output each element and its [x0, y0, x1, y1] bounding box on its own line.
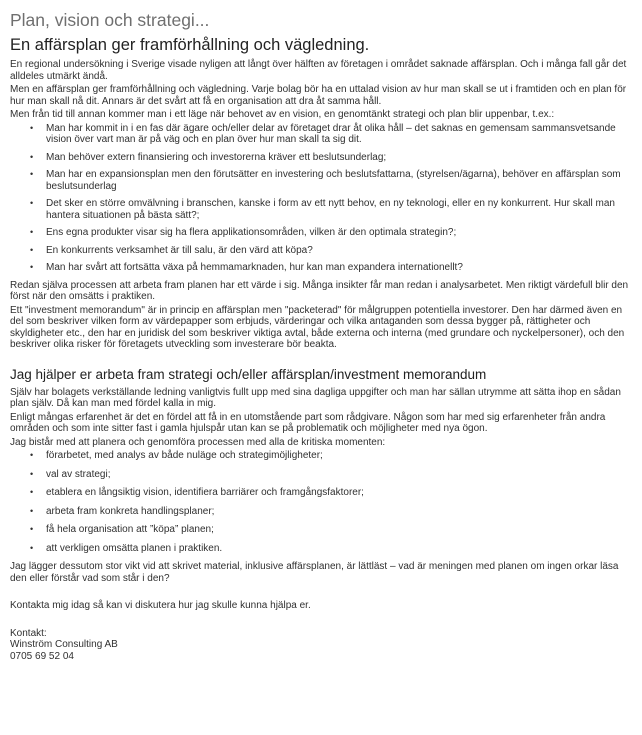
body-paragraph: Ett "investment memorandum" är in princip en affärsplan men "packeterad" för målgruppen potentiella investorer. Den har därmed även en del som beskriver vilken form av värdepapper som erbjuds, värderingar och vilka antaganden som dessa bygger på, rättigheter och skyldigheter etc., den har en juridisk del som beskriver viktiga avtal, både externa och interna (med grundare och nyckelpersoner), och den beskriver olika risker för företagets utveckling som investerare bör beakta.: [10, 304, 625, 350]
list-item: • val av strategi;: [30, 468, 111, 480]
list-item: • Ens egna produkter visar sig ha flera applikationsområden, vilken är den optimala strategin?;: [30, 227, 457, 238]
page-title: Plan, vision och strategi...: [10, 10, 210, 30]
section-heading: Jag hjälper er arbeta fram strategi och/eller affärsplan/investment memorandum: [10, 366, 487, 382]
bullet-icon: •: [30, 542, 34, 553]
closing-paragraph: Jag lägger dessutom stor vikt vid att skrivet material, inklusive affärsplanen, är lättläst – vad är meningen med planen om ingen orkar läsa den eller förstår vad som står i den?: [10, 561, 619, 584]
page-subtitle: En affärsplan ger framförhållning och vägledning.: [10, 36, 370, 54]
bullet-icon: •: [30, 122, 34, 133]
bullet-icon: •: [30, 487, 34, 497]
body-paragraph: Redan själva processen att arbeta fram planen har ett värde i sig. Många insikter får man redan i analysarbetet. Men riktigt värdefull blir den först när den omsätts i praktiken.: [10, 279, 629, 302]
list-item: • Man har svårt att fortsätta växa på hemmamarknaden, hur kan man expandera internationellt?: [30, 262, 463, 273]
call-to-action: Kontakta mig idag så kan vi diskutera hur jag skulle kunna hjälpa er.: [10, 600, 311, 611]
moments-list: [10, 450, 636, 554]
bullet-icon: •: [30, 227, 34, 237]
bullet-icon: •: [30, 244, 34, 255]
list-item: • att verkligen omsätta planen i praktiken.: [30, 542, 223, 554]
bullet-icon: •: [30, 468, 34, 479]
bullet-icon: •: [30, 198, 34, 208]
contact-phone: 0705 69 52 04: [10, 650, 74, 662]
section-paragraph: Själv har bolagets verkställande ledning vanligtvis fullt upp med sina dagliga uppgifter och man har sällan utrymme att sätta ihop en sådan plan själv. Då kan man med fördel kalla in mig.: [10, 386, 621, 409]
list-item: • Man har kommit in i en fas där ägare och/eller delar av företaget drar åt olika håll – det saknas en gemensam sammansvetsande vision över vart man är på väg och en plan över hur man skall ta sig dit.: [30, 122, 616, 145]
list-item: • Det sker en större omvälvning i branschen, kanske i form av ett nytt behov, en ny teknologi, eller en ny konkurrent. Hur skall man hantera situationen på bästa sätt?;: [30, 198, 615, 221]
intro-paragraph: Men en affärsplan ger framförhållning och vägledning. Varje bolag bör ha en uttalad vision av hur man skall se ut i framtiden och en plan för hur man skall nå dit. Annars är det svårt att få en organisation att dra åt samma håll.: [10, 84, 627, 107]
contact-company: Winström Consulting AB: [10, 639, 118, 650]
section-paragraph: Enligt mångas erfarenhet är det en fördel att få in en utomstående part som rådgivare. Någon som har med sig erfarenheter från andra områden och som inte sitter fast i gamla hjulspår utan kan se på problematik och möjligheter med nya ögon.: [10, 411, 606, 434]
list-item: • Man behöver extern finansiering och investorerna kräver ett beslutsunderlag;: [30, 151, 387, 163]
list-item: • arbeta fram konkreta handlingsplaner;: [30, 505, 215, 517]
list-item: • Man har en expansionsplan men den förutsätter en investering och beslutsfattarna, (styrelsen/ägarna), behöver en affärsplan som beslutsunderlag: [30, 169, 621, 192]
intro-paragraph: En regional undersökning i Sverige visade nyligen att långt över hälften av företagen i området saknade affärsplan. Och i många fall går det alldeles utmärkt ändå.: [10, 59, 627, 82]
bullet-icon: •: [30, 262, 34, 272]
bullet-icon: •: [30, 169, 34, 179]
bullet-icon: •: [30, 151, 34, 162]
contact-label: Kontakt:: [10, 627, 47, 639]
list-item: • etablera en långsiktig vision, identifiera barriärer och framgångsfaktorer;: [30, 487, 364, 498]
situations-list: [10, 123, 636, 274]
intro-paragraph: Men från tid till annan kommer man i ett läge när behovet av en vision, en genomtänkt strategi och plan blir uppenbar, t.ex.:: [10, 109, 555, 120]
bullet-icon: •: [30, 524, 34, 534]
list-item: • få hela organisation att ”köpa” planen;: [30, 524, 214, 535]
bullet-icon: •: [30, 450, 34, 460]
list-item: • En konkurrents verksamhet är till salu, är den värd att köpa?: [30, 244, 313, 256]
list-item: • förarbetet, med analys av både nuläge och strategimöjligheter;: [30, 450, 323, 461]
section-paragraph: Jag bistår med att planera och genomföra processen med alla de kritiska momenten:: [10, 436, 386, 448]
bullet-icon: •: [30, 505, 34, 516]
